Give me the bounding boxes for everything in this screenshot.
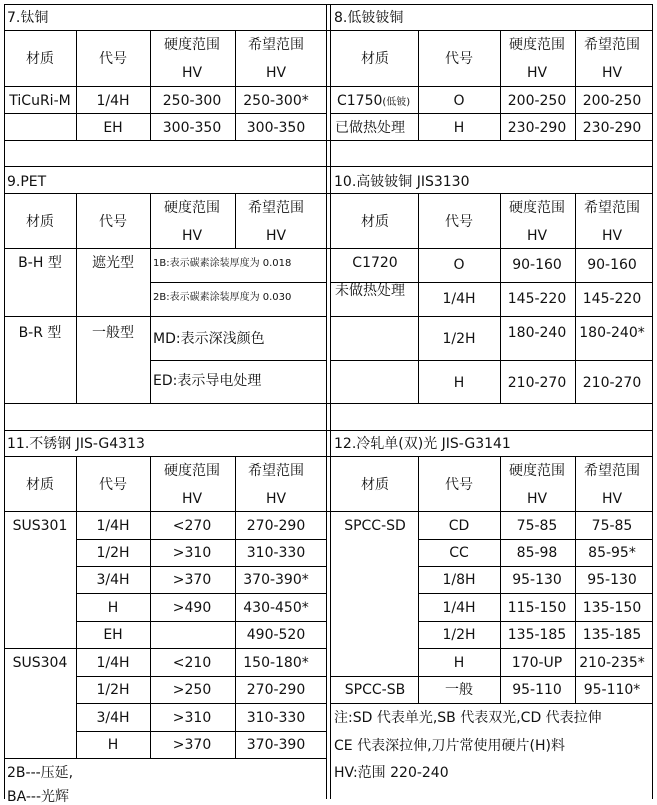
header-hardness: 硬度范围: [509, 463, 565, 479]
cell-note: MD:表示深浅颜色: [153, 331, 265, 347]
note-line: HV:范围 220-240: [334, 765, 449, 781]
cell-desired: 270-290: [246, 682, 306, 698]
cell-code: 遮光型: [92, 255, 134, 271]
section-title: 11.不锈钢 JIS-G4313: [7, 436, 145, 452]
cell-desired: 490-520: [246, 627, 306, 643]
cell-note: 2B:表示碳素涂装厚度为 0.030: [153, 292, 292, 303]
header-code: 代号: [99, 477, 127, 493]
cell-desired: 370-390: [246, 737, 306, 753]
header-hardness: 硬度范围: [164, 37, 220, 53]
header-hardness: 硬度范围: [509, 37, 565, 53]
header-hardness-unit: HV: [181, 491, 203, 507]
header-material: 材质: [26, 477, 54, 493]
cell-desired: 300-350: [246, 120, 306, 136]
cell-material-note: 已做热处理: [335, 120, 405, 136]
cell-code: H: [453, 375, 465, 391]
cell-material: SPCC-SB: [344, 682, 406, 698]
cell-code: 一般: [445, 682, 473, 698]
cell-code: EH: [103, 120, 123, 136]
cell-material: TiCuRi-M: [9, 93, 71, 109]
header-desired: 希望范围: [584, 200, 640, 216]
cell-desired: 230-290: [582, 120, 642, 136]
cell-desired: 75-85: [591, 518, 633, 534]
cell-code: O: [453, 93, 465, 109]
cell-code: CC: [449, 545, 469, 561]
cell-hardness: 300-350: [162, 120, 222, 136]
header-hardness: 硬度范围: [164, 463, 220, 479]
header-code: 代号: [445, 51, 473, 67]
header-desired-unit: HV: [601, 228, 623, 244]
cell-hardness: 145-220: [507, 291, 567, 307]
cell-desired: 150-180*: [243, 655, 309, 671]
cell-code: 1/4H: [96, 655, 130, 671]
section-title: 12.冷轧单(双)光 JIS-G3141: [334, 436, 511, 452]
cell-code: H: [453, 655, 465, 671]
header-material: 材质: [26, 214, 54, 230]
cell-material-note: 未做热处理: [335, 283, 405, 299]
section-title: 7.钛铜: [7, 10, 49, 26]
cell-desired: 250-300*: [243, 93, 309, 109]
section-title: 9.PET: [7, 174, 47, 190]
cell-hardness: 85-98: [516, 545, 558, 561]
cell-desired: 210-235*: [579, 655, 645, 671]
footnote: BA---光辉: [7, 789, 70, 805]
cell-material: SUS304: [12, 655, 68, 671]
header-desired: 希望范围: [584, 463, 640, 479]
header-desired-unit: HV: [265, 491, 287, 507]
cell-hardness: >310: [172, 545, 212, 561]
cell-code: 3/4H: [96, 572, 130, 588]
cell-material: SPCC-SD: [344, 518, 406, 534]
cell-hardness: 115-150: [507, 600, 567, 616]
cell-code: 1/2H: [442, 331, 476, 347]
cell-hardness: 200-250: [507, 93, 567, 109]
cell-desired: 135-185: [582, 627, 642, 643]
header-material: 材质: [361, 51, 389, 67]
header-desired-unit: HV: [265, 228, 287, 244]
header-hardness-unit: HV: [526, 491, 548, 507]
cell-code: 1/4H: [442, 291, 476, 307]
cell-hardness: 250-300: [162, 93, 222, 109]
cell-material: SUS301: [12, 518, 68, 534]
cell-code: 一般型: [92, 325, 134, 341]
cell-code: EH: [103, 627, 123, 643]
cell-hardness: >490: [172, 600, 212, 616]
cell-desired: 370-390*: [243, 572, 309, 588]
header-hardness-unit: HV: [181, 228, 203, 244]
header-code: 代号: [99, 51, 127, 67]
note-line: 注:SD 代表单光,SB 代表双光,CD 代表拉伸: [334, 710, 602, 726]
cell-desired: 210-270: [582, 375, 642, 391]
cell-desired: 95-130: [587, 572, 637, 588]
cell-desired: 200-250: [582, 93, 642, 109]
header-desired: 希望范围: [584, 37, 640, 53]
cell-hardness: 95-130: [512, 572, 562, 588]
cell-code: H: [107, 737, 119, 753]
cell-note: ED:表示导电处理: [153, 373, 262, 389]
cell-desired: 145-220: [582, 291, 642, 307]
cell-code: 1/2H: [442, 627, 476, 643]
header-hardness-unit: HV: [526, 228, 548, 244]
cell-desired: 90-160: [587, 257, 637, 273]
header-desired-unit: HV: [601, 491, 623, 507]
header-hardness: 硬度范围: [164, 200, 220, 216]
cell-hardness: 90-160: [512, 257, 562, 273]
cell-material: B-R 型: [18, 325, 62, 341]
cell-note: 1B:表示碳素涂装厚度为 0.018: [153, 258, 292, 269]
cell-code: 1/4H: [442, 600, 476, 616]
cell-desired: 95-110*: [583, 682, 641, 698]
header-hardness-unit: HV: [181, 65, 203, 81]
header-code: 代号: [99, 214, 127, 230]
cell-desired: 85-95*: [588, 545, 636, 561]
cell-desired: 180-240*: [579, 325, 645, 341]
header-desired-unit: HV: [601, 65, 623, 81]
section-title: 10.高铍铍铜 JIS3130: [334, 174, 470, 190]
cell-hardness: 135-185: [507, 627, 567, 643]
cell-code: CD: [448, 518, 470, 534]
cell-desired: 430-450*: [243, 600, 309, 616]
footnote: 2B---压延,: [7, 765, 74, 781]
cell-code: 1/8H: [442, 572, 476, 588]
cell-hardness: 180-240: [507, 325, 567, 341]
cell-code: 1/4H: [96, 93, 130, 109]
cell-material: C1720: [352, 255, 398, 271]
header-desired: 希望范围: [248, 200, 304, 216]
cell-hardness: >310: [172, 710, 212, 726]
cell-code: 3/4H: [96, 710, 130, 726]
cell-code: H: [453, 120, 465, 136]
header-hardness: 硬度范围: [509, 200, 565, 216]
header-code: 代号: [445, 477, 473, 493]
section-title: 8.低铍铍铜: [334, 10, 404, 26]
cell-desired: 310-330: [246, 710, 306, 726]
cell-code: 1/4H: [96, 518, 130, 534]
cell-hardness: 230-290: [507, 120, 567, 136]
cell-hardness: >370: [172, 572, 212, 588]
cell-hardness: 170-UP: [511, 655, 563, 671]
cell-hardness: 210-270: [507, 375, 567, 391]
cell-code: 1/2H: [96, 545, 130, 561]
cell-code: H: [107, 600, 119, 616]
header-desired: 希望范围: [248, 37, 304, 53]
cell-hardness: >370: [172, 737, 212, 753]
cell-material: B-H 型: [18, 255, 62, 271]
header-hardness-unit: HV: [526, 65, 548, 81]
cell-desired: 135-150: [582, 600, 642, 616]
note-line: CE 代表深拉伸,刀片常使用硬片(H)料: [334, 738, 565, 754]
cell-desired: 270-290: [246, 518, 306, 534]
cell-hardness: >250: [172, 682, 212, 698]
cell-material: C1750(低铍): [337, 93, 411, 109]
cell-code: O: [453, 257, 465, 273]
cell-hardness: 95-110: [512, 682, 562, 698]
cell-code: 1/2H: [96, 682, 130, 698]
header-material: 材质: [361, 214, 389, 230]
cell-hardness: <210: [172, 655, 212, 671]
cell-hardness: 75-85: [516, 518, 558, 534]
header-desired-unit: HV: [265, 65, 287, 81]
header-material: 材质: [361, 477, 389, 493]
header-material: 材质: [26, 51, 54, 67]
header-desired: 希望范围: [248, 463, 304, 479]
cell-desired: 310-330: [246, 545, 306, 561]
cell-hardness: <270: [172, 518, 212, 534]
header-code: 代号: [445, 214, 473, 230]
